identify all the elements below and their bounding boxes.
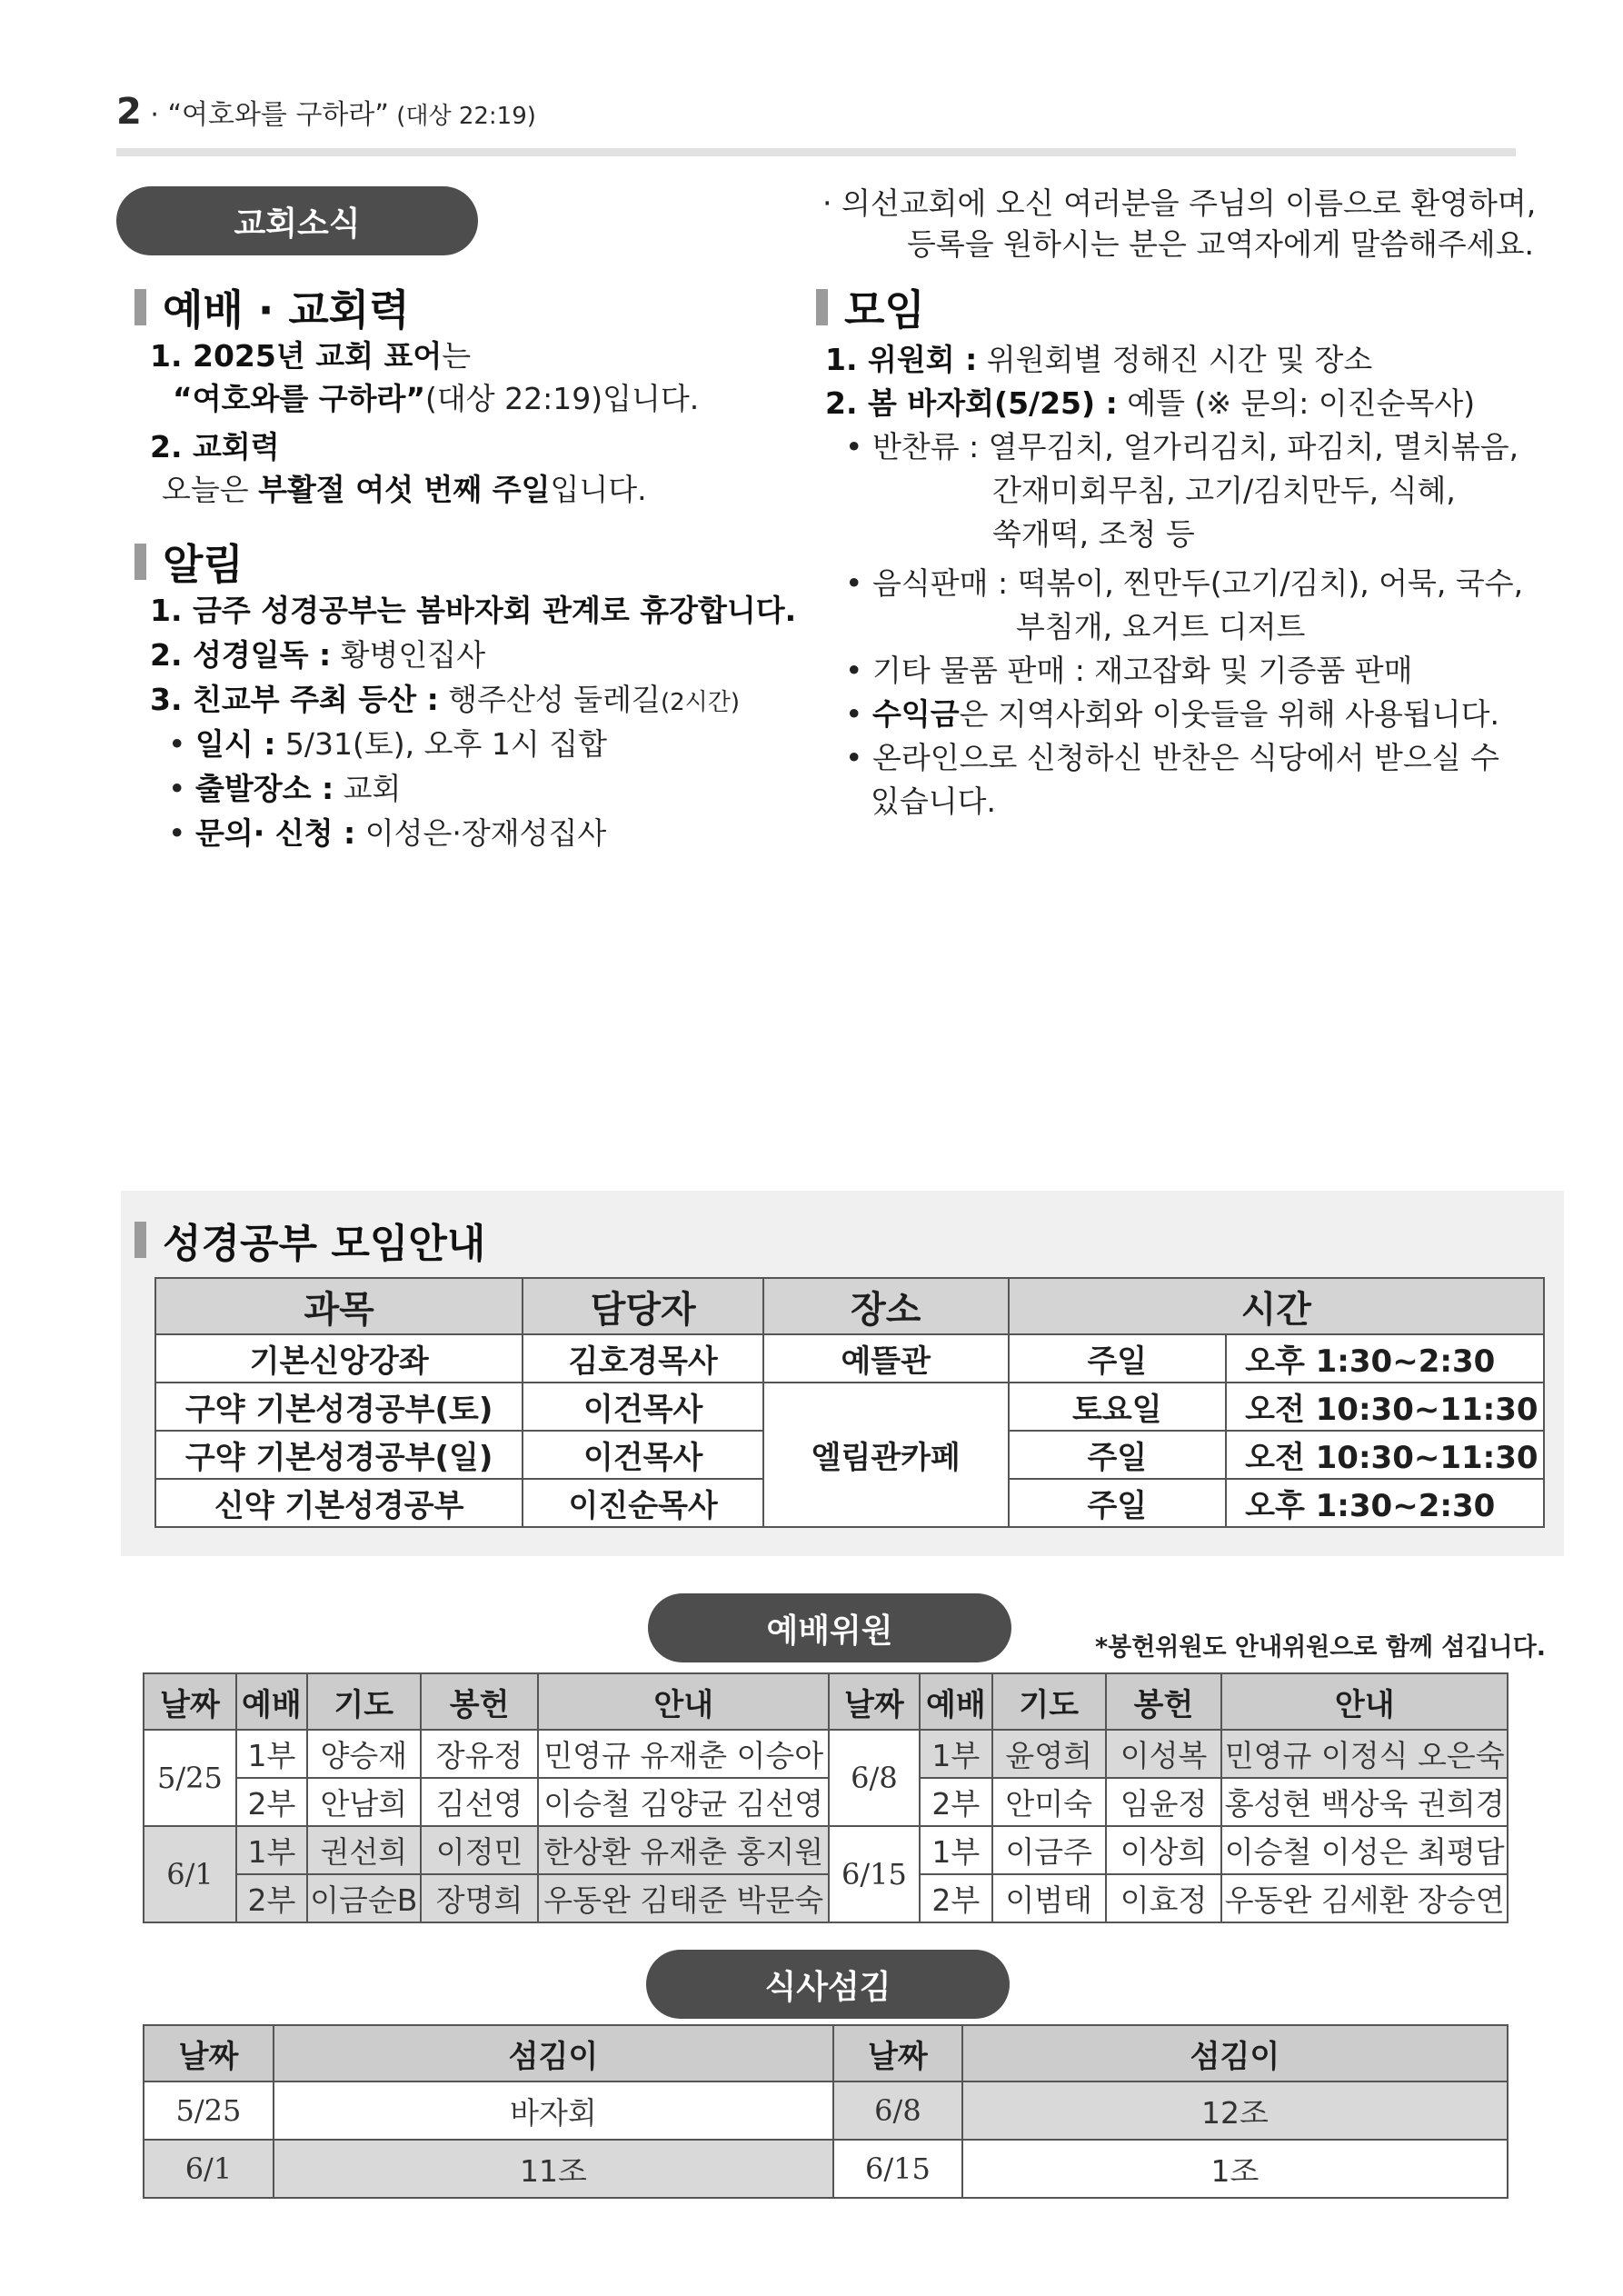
guide-cell: 우동완 김태준 박문숙: [538, 1874, 828, 1922]
bazaar-detail: 예뜰 (※ 문의: 이진순목사): [1117, 385, 1476, 421]
meeting-bullet-1: • 반찬류 : 열무김치, 얼가리김치, 파김치, 멸치볶음,: [845, 429, 1519, 464]
departure-place: 교회: [334, 771, 402, 806]
header-offering: 봉헌: [1106, 1673, 1222, 1730]
guide-cell: 이승철 이성은 최평담: [1221, 1826, 1508, 1874]
offering-cell: 임윤정: [1106, 1778, 1222, 1826]
guide-cell: 민영규 유재춘 이승아: [538, 1730, 828, 1778]
header-title: “여호와를 구하라”: [167, 99, 389, 131]
table-row: [155, 1334, 1544, 1383]
heading-bar: [816, 289, 828, 325]
table-row: [144, 2081, 1508, 2140]
leader-cell: 이건목사: [523, 1431, 763, 1479]
motto-reference: (대상 22:19)입니다.: [425, 381, 700, 416]
calendar-prefix: 오늘은: [162, 472, 259, 507]
service-cell: 1부: [920, 1826, 992, 1874]
welcome-line-2: 등록을 원하시는 분은 교역자에게 말씀해주세요.: [907, 226, 1535, 262]
prayer-cell: 이범태: [992, 1874, 1106, 1922]
time-cell: 오후 1:30~2:30: [1226, 1334, 1544, 1383]
subject-cell: 신약 기본성경공부: [155, 1479, 523, 1527]
date-cell: 6/8: [829, 1730, 920, 1826]
committee-detail: 위원회별 정해진 시간 및 장소: [977, 342, 1373, 377]
page-number: 2: [116, 91, 142, 133]
bazaar-label: 2. 봄 바자회(5/25) :: [825, 385, 1118, 421]
service-cell: 2부: [920, 1778, 992, 1826]
day-cell: 토요일: [1009, 1383, 1227, 1431]
departure-label: 출발장소 :: [194, 771, 334, 806]
service-cell: 2부: [236, 1874, 307, 1922]
offering-cell: 장유정: [421, 1730, 539, 1778]
leader-cell: 이진순목사: [523, 1479, 763, 1527]
time-cell: 오후 1:30~2:30: [1226, 1479, 1544, 1527]
table-row: [144, 1778, 1508, 1826]
page-header: [116, 91, 536, 133]
date-cell: 6/15: [833, 2140, 962, 2198]
heading-bar: [134, 544, 146, 580]
header-date: 날짜: [144, 2025, 274, 2081]
prayer-cell: 권선희: [307, 1826, 421, 1874]
table-row: [144, 1826, 1508, 1874]
bible-study-heading: [134, 1211, 485, 1269]
meeting-line-2: [825, 382, 1475, 425]
notice-heading-text: 알림: [163, 540, 244, 589]
notice-bullet-3: • 문의· 신청 : 이성은·장재성집사: [168, 815, 607, 851]
welcome-line-1: · 의선교회에 오신 여러분을 주님의 이름으로 환영하며,: [822, 185, 1537, 221]
hiking-date: 5/31(토), 오후 1시 집합: [275, 726, 607, 762]
heading-bar: [134, 1222, 146, 1258]
guide-cell: 홍성현 백상욱 권희경: [1221, 1778, 1508, 1826]
offering-cell: 이상희: [1106, 1826, 1222, 1874]
notice-line-1: [150, 589, 796, 633]
prayer-cell: 이금주: [992, 1826, 1106, 1874]
date-cell: 6/1: [144, 1826, 236, 1922]
guide-cell: 우동완 김세환 장승연: [1221, 1874, 1508, 1922]
inquiry-persons: 이성은·장재성집사: [355, 815, 607, 851]
time-cell: 오전 10:30~11:30: [1226, 1431, 1544, 1479]
header-service: 예배: [920, 1673, 992, 1730]
motto-label: 1. 2025년 교회 표어: [150, 338, 443, 374]
worship-line-4: [162, 468, 647, 512]
header-guide: 안내: [1221, 1673, 1508, 1730]
offering-cell: 이효정: [1106, 1874, 1222, 1922]
leader-cell: 김호경목사: [523, 1334, 763, 1383]
header-offering: 봉헌: [421, 1673, 539, 1730]
service-cell: 1부: [920, 1730, 992, 1778]
meeting-heading-text: 모임: [844, 285, 925, 334]
table-row: [144, 2140, 1508, 2198]
day-cell: 주일: [1009, 1334, 1227, 1383]
header-prayer: 기도: [992, 1673, 1106, 1730]
hiking-duration: (2시간): [660, 689, 740, 716]
service-cell: 1부: [236, 1826, 307, 1874]
table-row: [144, 1874, 1508, 1922]
date-cell: 5/25: [144, 1730, 236, 1826]
heading-bar: [134, 289, 146, 325]
table-header-row: [144, 2025, 1508, 2081]
meeting-bullet-2-cont: 부침개, 요거트 디저트: [1016, 609, 1306, 644]
header-subject: 과목: [155, 1278, 523, 1334]
bible-reading-person: 황병인집사: [331, 637, 486, 673]
date-cell: 5/25: [144, 2081, 274, 2140]
meal-service-pill: 식사섬김: [646, 1950, 1010, 2019]
server-cell: 바자회: [274, 2081, 833, 2140]
offering-cell: 이성복: [1106, 1730, 1222, 1778]
table-row: [144, 1730, 1508, 1778]
hiking-place: 행주산성 둘레길: [438, 682, 661, 717]
offering-cell: 장명희: [421, 1874, 539, 1922]
header-reference: (대상 22:19): [388, 103, 536, 130]
worship-line-2: [173, 377, 699, 421]
proceeds-label: 수익금: [871, 696, 960, 732]
church-calendar-label: 2. 교회력: [150, 429, 280, 464]
header-date: 날짜: [144, 1673, 236, 1730]
subject-cell: 구약 기본성경공부(토): [155, 1383, 523, 1431]
worship-committee-table: [143, 1672, 1508, 1923]
header-leader: 담당자: [523, 1278, 763, 1334]
service-cell: 2부: [236, 1778, 307, 1826]
notice-section-heading: [134, 532, 244, 592]
prayer-cell: 윤영희: [992, 1730, 1106, 1778]
calendar-suffix: 입니다.: [550, 472, 647, 507]
meeting-line-1: [825, 338, 1372, 382]
server-cell: 12조: [962, 2081, 1508, 2140]
worship-section-heading: [134, 277, 410, 337]
church-news-pill: 교회소식: [116, 186, 478, 255]
worship-line-1: [150, 334, 471, 378]
meeting-bullet-3: • 기타 물품 판매 : 재고잡화 및 기증품 판매: [845, 653, 1413, 688]
header-prayer: 기도: [307, 1673, 421, 1730]
leader-cell: 이건목사: [523, 1383, 763, 1431]
bullet-mark: •: [845, 696, 872, 732]
study-break-notice: 1. 금주 성경공부는 봄바자회 관계로 휴강합니다.: [150, 593, 797, 628]
notice-bullet-2: • 출발장소 : 교회: [168, 771, 402, 806]
bible-study-heading-text: 성경공부 모임안내: [163, 1221, 486, 1267]
guide-cell: 이승철 김양균 김선영: [538, 1778, 828, 1826]
place-cell: 예뜰관: [763, 1334, 1009, 1383]
bible-study-table: [154, 1277, 1545, 1528]
table-header-row: [155, 1278, 1544, 1334]
prayer-cell: 안미숙: [992, 1778, 1106, 1826]
service-cell: 2부: [920, 1874, 992, 1922]
subject-cell: 기본신앙강좌: [155, 1334, 523, 1383]
meeting-bullet-5-cont: 있습니다.: [871, 784, 997, 819]
day-cell: 주일: [1009, 1479, 1227, 1527]
offering-cell: 이정민: [421, 1826, 539, 1874]
header-guide: 안내: [538, 1673, 828, 1730]
notice-bullet-1: • 일시 : 5/31(토), 오후 1시 집합: [168, 726, 607, 762]
date-cell: 6/1: [144, 2140, 274, 2198]
committee-label: 1. 위원회 :: [825, 342, 978, 377]
meeting-section-heading: [816, 277, 925, 337]
header-time: 시간: [1009, 1278, 1545, 1334]
motto-suffix: 는: [442, 338, 472, 374]
day-cell: 주일: [1009, 1431, 1227, 1479]
place-cell: 엘림관카페: [763, 1383, 1009, 1527]
motto-text: “여호와를 구하라”: [173, 381, 426, 416]
header-separator: ·: [141, 99, 168, 131]
header-rule: [116, 148, 1516, 156]
date-cell: 6/8: [833, 2081, 962, 2140]
meeting-bullet-1-cont-1: 간재미회무침, 고기/김치만두, 식혜,: [992, 473, 1456, 508]
header-server: 섬김이: [274, 2025, 833, 2081]
guide-cell: 한상환 유재춘 홍지원: [538, 1826, 828, 1874]
prayer-cell: 이금순B: [307, 1874, 421, 1922]
prayer-cell: 양승재: [307, 1730, 421, 1778]
bible-reading-label: 2. 성경일독 :: [150, 637, 332, 673]
hiking-date-label: 일시 :: [194, 726, 276, 762]
subject-cell: 구약 기본성경공부(일): [155, 1431, 523, 1479]
notice-line-3: [150, 678, 740, 724]
meeting-bullet-1-cont-2: 쑥개떡, 조청 등: [992, 516, 1195, 552]
worship-line-3: [150, 425, 280, 469]
calendar-sunday: 부활절 여섯 번째 주일: [258, 472, 551, 507]
date-cell: 6/15: [829, 1826, 920, 1922]
prayer-cell: 안남희: [307, 1778, 421, 1826]
guide-cell: 민영규 이정식 오은숙: [1221, 1730, 1508, 1778]
service-cell: 1부: [236, 1730, 307, 1778]
table-row: [155, 1383, 1544, 1431]
header-service: 예배: [236, 1673, 307, 1730]
proceeds-detail: 은 지역사회와 이웃들을 위해 사용됩니다.: [959, 696, 1499, 732]
notice-line-2: [150, 634, 485, 677]
offering-cell: 김선영: [421, 1778, 539, 1826]
meeting-bullet-5: • 온라인으로 신청하신 반찬은 식당에서 받으실 수: [845, 740, 1499, 775]
table-header-row: [144, 1673, 1508, 1730]
header-date: 날짜: [833, 2025, 962, 2081]
hiking-label: 3. 친교부 주최 등산 :: [150, 682, 439, 717]
header-server: 섬김이: [962, 2025, 1508, 2081]
server-cell: 11조: [274, 2140, 833, 2198]
meeting-bullet-2: • 음식판매 : 떡볶이, 찐만두(고기/김치), 어묵, 국수,: [845, 565, 1524, 601]
meeting-bullet-4: [845, 693, 1499, 736]
time-cell: 오전 10:30~11:30: [1226, 1383, 1544, 1431]
header-date: 날짜: [829, 1673, 920, 1730]
inquiry-label: 문의· 신청 :: [194, 815, 356, 851]
offering-note: *봉헌위원도 안내위원으로 함께 섬깁니다.: [1095, 1633, 1546, 1662]
worship-committee-pill: 예배위원: [648, 1593, 1011, 1662]
worship-heading-text: 예배 · 교회력: [163, 285, 410, 334]
meal-service-table: [143, 2024, 1508, 2199]
header-place: 장소: [763, 1278, 1009, 1334]
server-cell: 1조: [962, 2140, 1508, 2198]
